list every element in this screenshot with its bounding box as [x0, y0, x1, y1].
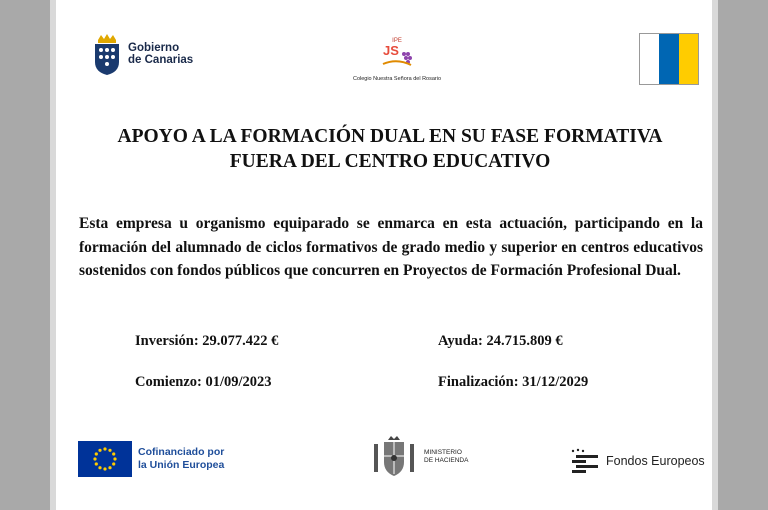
ministerio-line2: DE HACIENDA — [424, 457, 469, 464]
school-logo — [332, 36, 462, 82]
title-line2: FUERA DEL CENTRO EDUCATIVO — [229, 151, 551, 172]
flag-stripe-blue — [659, 34, 678, 84]
school-mark: JS — [383, 43, 399, 58]
eu-cofunding-logo — [78, 441, 224, 477]
ministerio-line1: MINISTERIO — [424, 449, 462, 456]
poster-board — [50, 0, 718, 510]
spain-coat-of-arms-icon — [370, 434, 418, 480]
fondos-europeos-icon — [570, 448, 600, 474]
flag-stripe-white — [640, 34, 659, 84]
canarias-shield-icon — [92, 32, 122, 76]
eu-line1: Cofinanciado por — [138, 446, 225, 458]
school-mark-top: IPE — [392, 38, 402, 44]
canary-flag — [639, 33, 699, 85]
eu-line2: la Unión Europea — [138, 459, 225, 471]
fondos-europeos-logo — [570, 448, 705, 474]
gobierno-line2: de Canarias — [128, 54, 194, 66]
school-emblem-icon — [377, 36, 417, 70]
fondos-europeos-text: Fondos Europeos — [606, 454, 705, 468]
flag-stripe-yellow — [679, 34, 698, 84]
inversion-value: Inversión: 29.077.422 € — [135, 333, 279, 349]
school-name: Colegio Nuestra Señora del Rosario — [352, 76, 442, 82]
ministerio-hacienda-logo — [370, 434, 468, 480]
comienzo-value: Comienzo: 01/09/2023 — [135, 374, 272, 390]
gobierno-line1: Gobierno — [128, 42, 180, 54]
finalizacion-value: Finalización: 31/12/2029 — [438, 374, 589, 390]
title-line1: APOYO A LA FORMACIÓN DUAL EN SU FASE FORMATIVA — [117, 126, 663, 147]
ayuda-value: Ayuda: 24.715.809 € — [438, 333, 563, 349]
gobierno-canarias-logo — [92, 32, 193, 76]
body-paragraph: Esta empresa u organismo equiparado se enmarca en esta actuación, participando en la formación del alumnado de ciclos formativos de grado medio y superior en centros educativos sostenidos con fondos públicos que concurren en Proyectos de Formación Profesional Dual. — [79, 215, 703, 279]
eu-flag-icon — [78, 441, 132, 477]
poster-title — [70, 124, 710, 174]
